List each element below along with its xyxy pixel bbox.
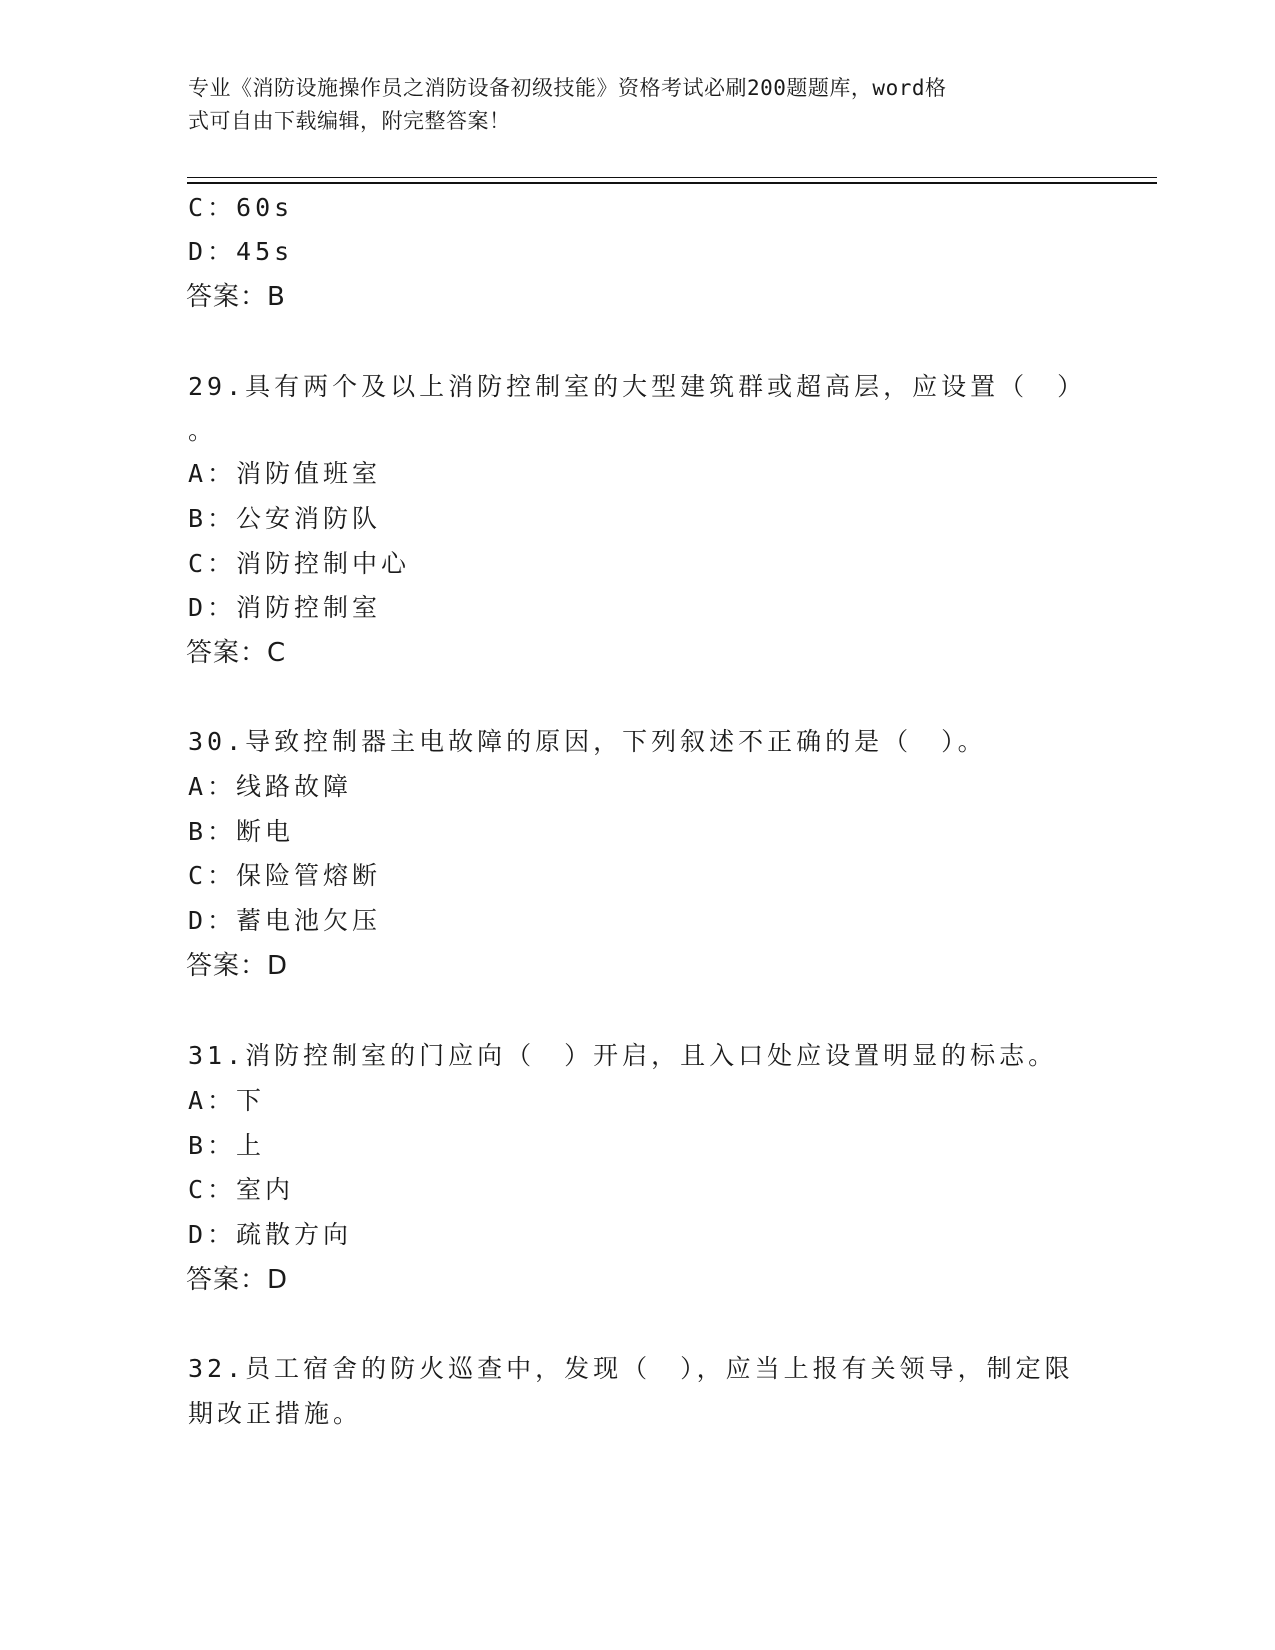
q32-stem-line-2: 期改正措施。 [188,1399,363,1428]
q30-option-c: C：保险管熔断 [188,861,382,890]
prev-answer: 答案：B [186,282,286,312]
q31-option-d: D：疏散方向 [188,1220,353,1249]
document-title-line-2: 式可自由下载编辑，附完整答案！ [188,109,511,133]
header-divider-thin [187,177,1157,178]
q29-stem-line-1: 29.具有两个及以上消防控制室的大型建筑群或超高层，应设置（ ） [188,372,1087,401]
q32-stem-line-1: 32.员工宿舍的防火巡查中，发现（ ），应当上报有关领导，制定限 [188,1354,1074,1383]
q31-option-b: B：上 [188,1131,266,1160]
q29-option-a: A：消防值班室 [188,459,382,488]
q29-answer: 答案：C [186,638,287,668]
q31-option-a: A：下 [188,1086,266,1115]
q30-option-d: D：蓄电池欠压 [188,906,382,935]
document-title-line-1: 专业《消防设施操作员之消防设备初级技能》资格考试必刷200题题库，word格 [188,76,947,100]
q30-stem: 30.导致控制器主电故障的原因，下列叙述不正确的是（ ）。 [188,727,987,756]
q29-stem-line-2: 。 [188,416,218,445]
prev-option-d: D：45s [188,237,294,266]
prev-option-c: C：60s [188,193,294,222]
q31-option-c: C：室内 [188,1175,295,1204]
q30-option-b: B：断电 [188,817,295,846]
q31-answer: 答案：D [186,1265,289,1295]
q29-option-c: C：消防控制中心 [188,549,411,578]
q30-answer: 答案：D [186,951,289,981]
q29-option-d: D：消防控制室 [188,593,382,622]
document-header [188,72,1078,138]
header-divider-thick [187,182,1157,184]
q29-option-b: B：公安消防队 [188,504,382,533]
q31-stem: 31.消防控制室的门应向（ ）开启，且入口处应设置明显的标志。 [188,1041,1058,1070]
q30-option-a: A：线路故障 [188,772,353,801]
